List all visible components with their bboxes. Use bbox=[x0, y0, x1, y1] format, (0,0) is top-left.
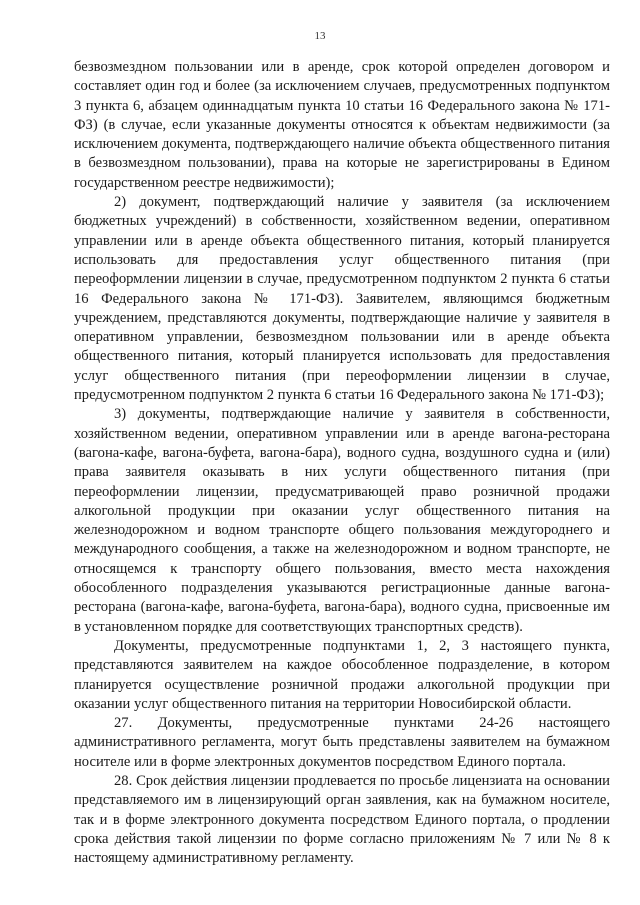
paragraph-documents-note: Документы, предусмотренные подпунктами 1, 2, 3 настоящего пункта, представляются заявителем на каждое обособленное подразделение, в котором планируется осуществление розничной продажи алкогольной продукции при оказании услуг общественного питания на территории Новосибирской области. bbox=[74, 637, 610, 712]
paragraph-continuation: безвозмездном пользовании или в аренде, срок которой определен договором и составляет один год и более (за исключением случаев, предусмотренных подпунктом 3 пункта 6, абзацем одиннадцатым пункта 10 статьи 16 Федерального закона № 171-ФЗ) (в случае, если указанные документы относятся к объектам недвижимости (за исключением документа, подтверждающего наличие объекта общественного питания в безвозмездном пользовании), права на которые не зарегистрированы в Едином государственном реестре недвижимости); bbox=[74, 59, 610, 191]
paragraph-item-3: 3) документы, подтверждающие наличие у заявителя в собственности, хозяйственном ведении, оперативном управлении или в аренде вагона-ресторана (вагона-кафе, вагона-буфета, вагона-бара), водного судна, воздушного судна и (или) права заявителя оказывать в них услуги общественного питания (при переоформлении лицензии, предусматривающей право розничной продажи алкогольной продукции при оказании услуг общественного питания на железнодорожном и водном транспорте общего пользования междугороднего и международного сообщения, а также на железнодорожном и водном транспорте, не относящемся к транспорту общего пользования, вместо места нахождения обособленного подразделения указываются регистрационные данные вагона-ресторана (вагона-кафе, вагона-буфета, вагона-бара), водного судна, присвоенные им в установленном порядке для соответствующих транспортных средств). bbox=[74, 406, 610, 635]
paragraph-clause-27: 27. Документы, предусмотренные пунктами 24-26 настоящего административного регламента, могут быть представлены заявителем на бумажном носителе или в форме электронных документов посредством Единого портала. bbox=[74, 715, 610, 770]
paragraph-item-2: 2) документ, подтверждающий наличие у заявителя (за исключением бюджетных учреждений) в собственности, хозяйственном ведении, оперативном управлении или в аренде объекта общественного питания, который планируется использовать для предоставления услуг общественного питания (при переоформлении лицензии в случае, предусмотренном подпунктом 2 пункта 6 статьи 16 Федерального закона № 171-ФЗ). Заявителем, являющимся бюджетным учреждением, представляются документы, подтверждающие наличие у заявителя в оперативном управлении, безвозмездном пользовании или в аренде объекта общественного питания, который планируется использовать для предоставления услуг общественного питания (при переоформлении лицензии в случае, предусмотренном подпунктом 2 пункта 6 статьи 16 Федерального закона № 171-ФЗ); bbox=[74, 194, 610, 404]
page-number: 13 bbox=[314, 30, 326, 42]
document-body bbox=[74, 58, 610, 868]
paragraph-clause-28: 28. Срок действия лицензии продлевается по просьбе лицензиата на основании представляемого им в лицензирующий орган заявления, как на бумажном носителе, так и в форме электронного документа посредством Единого портала, о продлении срока действия такой лицензии по форме согласно приложениям № 7 или № 8 к настоящему административному регламенту. bbox=[74, 772, 610, 867]
